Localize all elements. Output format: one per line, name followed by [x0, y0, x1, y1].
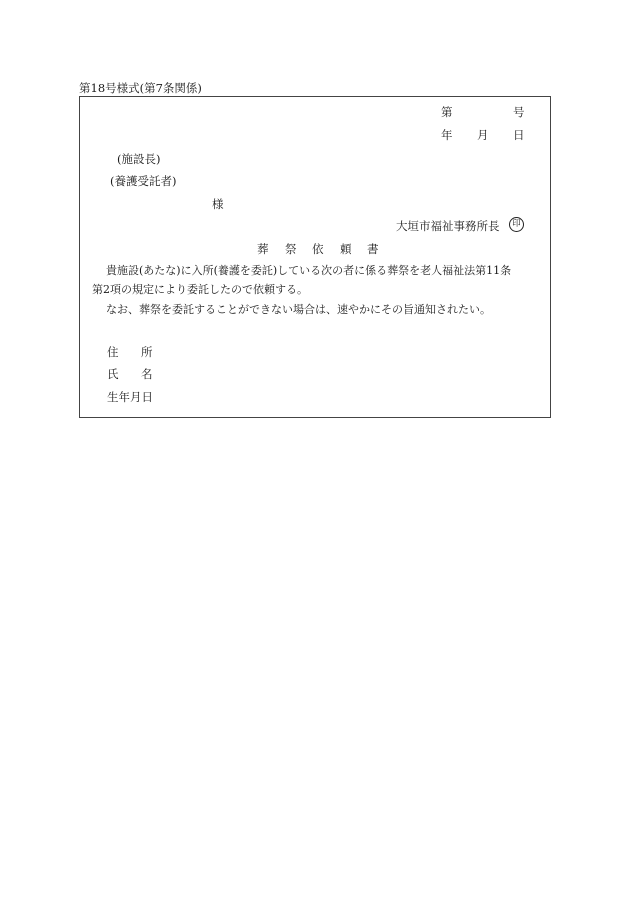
body-line-2: 第2項の規定により委託したので依頼する。: [92, 283, 308, 296]
recipient-facility-head: (施設長): [117, 152, 161, 166]
date-month: 月: [477, 128, 489, 142]
date-day: 日: [513, 128, 525, 142]
field-address-char-1: 住: [107, 345, 119, 359]
document-title-char-3: 依: [312, 242, 324, 256]
field-name-char-1: 氏: [107, 367, 119, 381]
field-name-char-2: 名: [141, 367, 153, 381]
recipient-care-contractor: (養護受託者): [110, 174, 177, 188]
field-address-char-2: 所: [141, 345, 153, 359]
document-title-char-2: 祭: [285, 242, 297, 256]
date-year: 年: [441, 128, 453, 142]
document-title-char-4: 頼: [340, 242, 352, 256]
sender-name: 大垣市福祉事務所長: [396, 219, 500, 233]
recipient-honorific: 様: [212, 197, 224, 211]
body-line-3: なお、葬祭を委託することができない場合は、速やかにその旨通知されたい。: [106, 303, 491, 316]
document-number-prefix: 第: [441, 105, 453, 119]
document-number-suffix: 号: [513, 105, 525, 119]
body-line-1: 貴施設(あたな)に入所(養護を委託)している次の者に係る葬祭を老人福祉法第11条: [106, 264, 512, 277]
document-title-char-1: 葬: [257, 242, 269, 256]
form-number: 第18号様式(第7条関係): [79, 81, 202, 95]
seal-stamp: 印: [509, 217, 524, 232]
field-birthdate: 生年月日: [107, 390, 153, 404]
document-title-char-5: 書: [367, 242, 379, 256]
